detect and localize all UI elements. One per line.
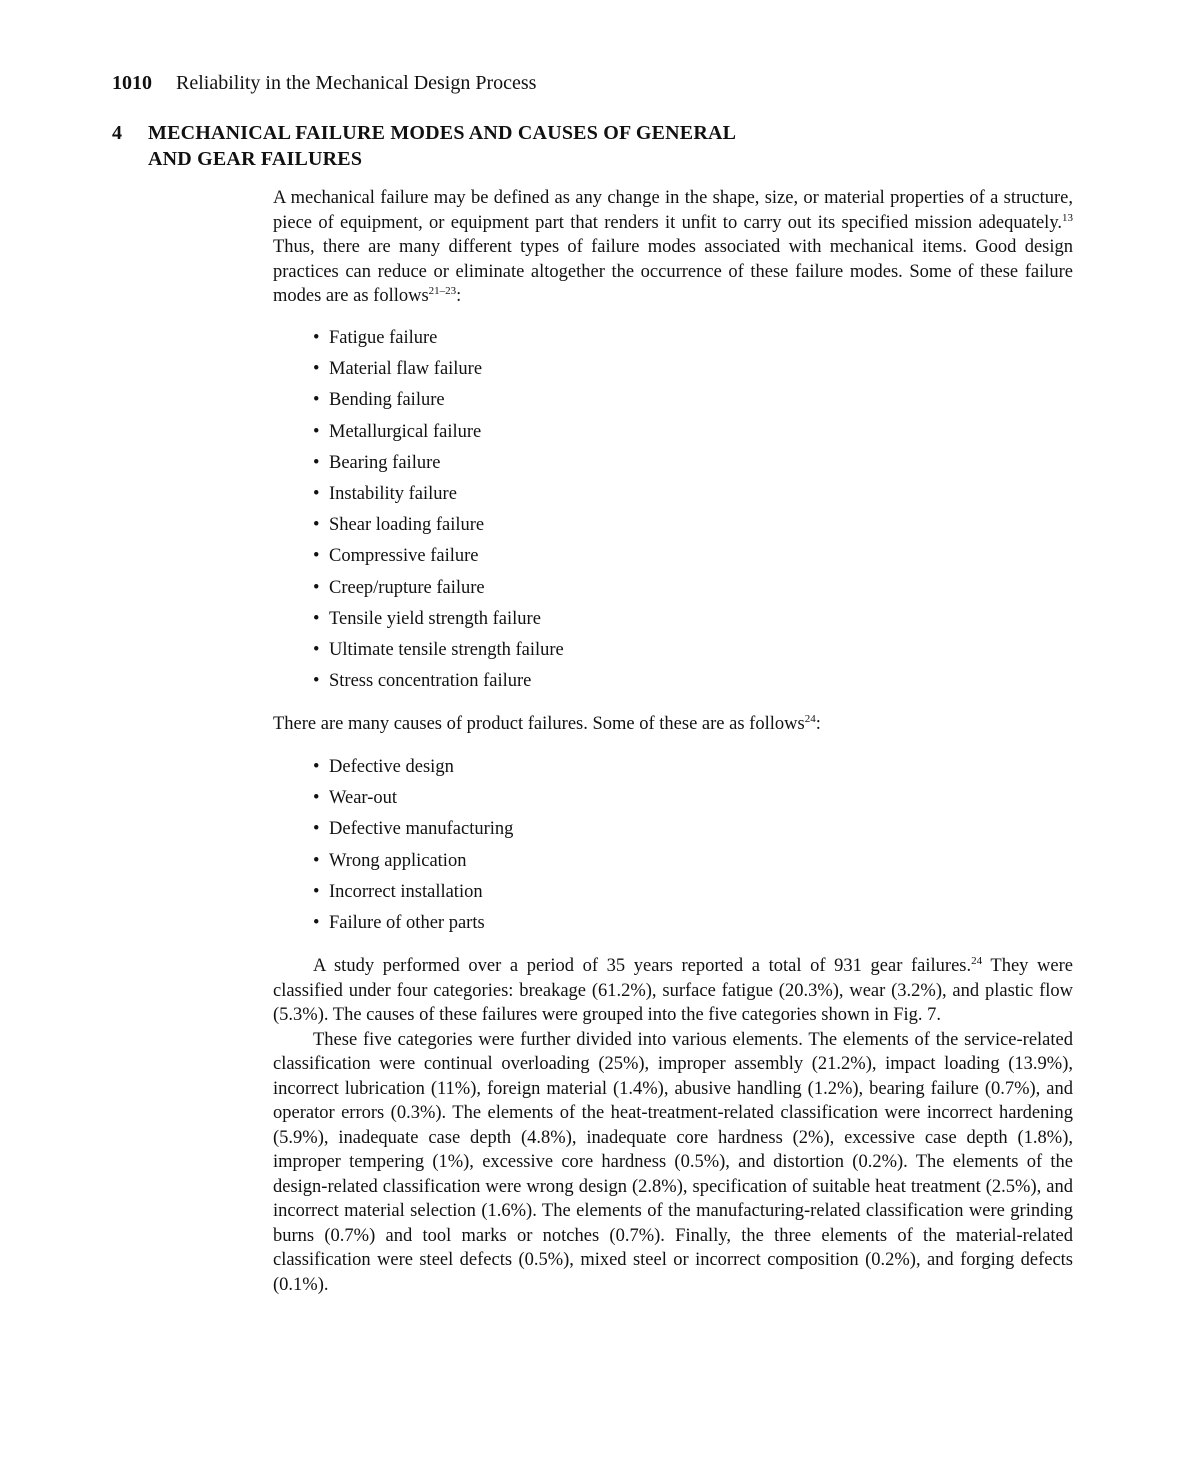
bullet-icon: • (313, 328, 320, 348)
reference-13: 13 (1062, 211, 1073, 224)
failure-mode-item (313, 448, 1013, 479)
cause-item (313, 783, 1013, 814)
failure-mode-item (313, 604, 1013, 635)
bullet-icon: • (313, 608, 320, 629)
bullet-icon: • (313, 452, 320, 473)
bullet-icon: • (313, 359, 320, 380)
failure-mode-item (313, 417, 1013, 448)
failure-mode-label: Ultimate tensile strength failure (329, 639, 564, 660)
bullet-icon: • (313, 639, 320, 660)
causes-intro-text-a: There are many causes of product failures. Some of these are as follows (273, 714, 805, 734)
cause-label: Defective manufacturing (329, 819, 514, 840)
bullet-icon: • (313, 671, 320, 692)
bullet-icon: • (313, 757, 320, 777)
failure-mode-item (313, 635, 1013, 666)
page-number: 1010 (112, 72, 152, 94)
failure-mode-item (313, 385, 1013, 416)
bullet-icon: • (313, 788, 320, 809)
bullet-icon: • (313, 881, 320, 902)
causes-intro (273, 712, 1073, 737)
cause-item (313, 877, 1013, 908)
failure-mode-item (313, 541, 1013, 572)
failure-mode-item (313, 573, 1013, 604)
cause-item (313, 752, 1013, 783)
failure-mode-item (313, 666, 1013, 697)
section-heading (112, 120, 892, 172)
failure-mode-item (313, 323, 1013, 354)
elements-paragraph: These five categories were further divided into various elements. The elements of the service-related classification were continual overloading (25%), improper assembly (21.2%), impact loading (13.9%), incorrect lubrication (11%), foreign material (1.4%), abusive handling (1.2%), bearing failure (0.7%), and operator errors (0.3%). The elements of the heat-treatment-related classification were incorrect hardening (5.9%), inadequate case depth (4.8%), inadequate core hardness (2%), excessive case depth (1.8%), improper tempering (1%), excessive core hardness (0.5%), and distortion (0.2%). The elements of the design-related classification were wrong design (2.8%), specification of suitable heat treatment (2.5%), and incorrect material selection (1.6%). The elements of the manufacturing-related classification were grinding burns (0.7%) and tool marks or notches (0.7%). Finally, the three elements of the material-related classification were steel defects (0.5%), mixed steel or incorrect composition (0.2%), and forging defects (0.1%). (273, 1029, 1073, 1295)
intro-text-a: A mechanical failure may be defined as any change in the shape, size, or material properties of a structure, piece of equipment, or equipment part that renders it unfit to carry out its specified mission adequately. (273, 188, 1073, 233)
failure-modes-list (313, 323, 1013, 697)
reference-24: 24 (804, 713, 816, 725)
failure-mode-item (313, 510, 1013, 541)
reference-21-23: 21–23 (428, 285, 457, 297)
intro-text-c: : (456, 286, 462, 306)
causes-list (313, 752, 1013, 939)
study-paragraph (273, 954, 1073, 1028)
bullet-icon: • (313, 912, 320, 933)
intro-text-b: Thus, there are many different types of failure modes associated with mechanical items. Good design practices can reduce or eliminate altogether the occurrence of these failure modes. Some of these failure modes are as follows (273, 237, 1073, 306)
failure-mode-label: Compressive failure (329, 546, 479, 567)
section-title-line-2: AND GEAR FAILURES (148, 148, 363, 170)
intro-paragraph (273, 186, 1073, 309)
causes-intro-text-b: : (815, 714, 821, 734)
reference-24-study: 24 (971, 955, 983, 967)
running-head (112, 70, 536, 96)
bullet-icon: • (313, 577, 320, 598)
study-text-b: They were classified under four categories: breakage (61.2%), surface fatigue (20.3%), wear (3.2%), and plastic flow (5.3%). The causes of these failures were grouped into the five categories shown in Fig. 7. (273, 956, 1074, 1025)
bullet-icon: • (313, 819, 320, 840)
failure-mode-label: Stress concentration failure (329, 671, 532, 692)
failure-mode-label: Material flaw failure (329, 359, 483, 380)
study-and-elements-text (273, 954, 1073, 1297)
bullet-icon: • (313, 421, 320, 442)
bullet-icon: • (313, 850, 320, 871)
cause-label: Wear-out (329, 788, 397, 809)
failure-mode-label: Tensile yield strength failure (329, 608, 541, 629)
cause-label: Wrong application (329, 850, 467, 871)
bullet-icon: • (313, 390, 320, 411)
failure-mode-label: Instability failure (329, 483, 457, 504)
failure-mode-label: Fatigue failure (329, 328, 438, 348)
failure-mode-label: Shear loading failure (329, 515, 485, 536)
section-number: 4 (112, 122, 123, 144)
cause-item (313, 814, 1013, 845)
cause-label: Incorrect installation (329, 881, 483, 902)
failure-mode-label: Metallurgical failure (329, 421, 482, 442)
bullet-icon: • (313, 515, 320, 536)
failure-mode-label: Bearing failure (329, 452, 441, 473)
section-title-line-1: MECHANICAL FAILURE MODES AND CAUSES OF GENERAL (148, 122, 737, 144)
failure-mode-item (313, 479, 1013, 510)
cause-item (313, 908, 1013, 939)
failure-mode-label: Creep/rupture failure (329, 577, 485, 598)
failure-mode-item (313, 354, 1013, 385)
study-text-a: A study performed over a period of 35 years reported a total of 931 gear failures. (313, 956, 972, 976)
running-head-title: Reliability in the Mechanical Design Process (176, 72, 537, 94)
bullet-icon: • (313, 546, 320, 567)
cause-item (313, 846, 1013, 877)
bullet-icon: • (313, 483, 320, 504)
cause-label: Failure of other parts (329, 912, 485, 933)
cause-label: Defective design (329, 757, 454, 777)
failure-mode-label: Bending failure (329, 390, 445, 411)
